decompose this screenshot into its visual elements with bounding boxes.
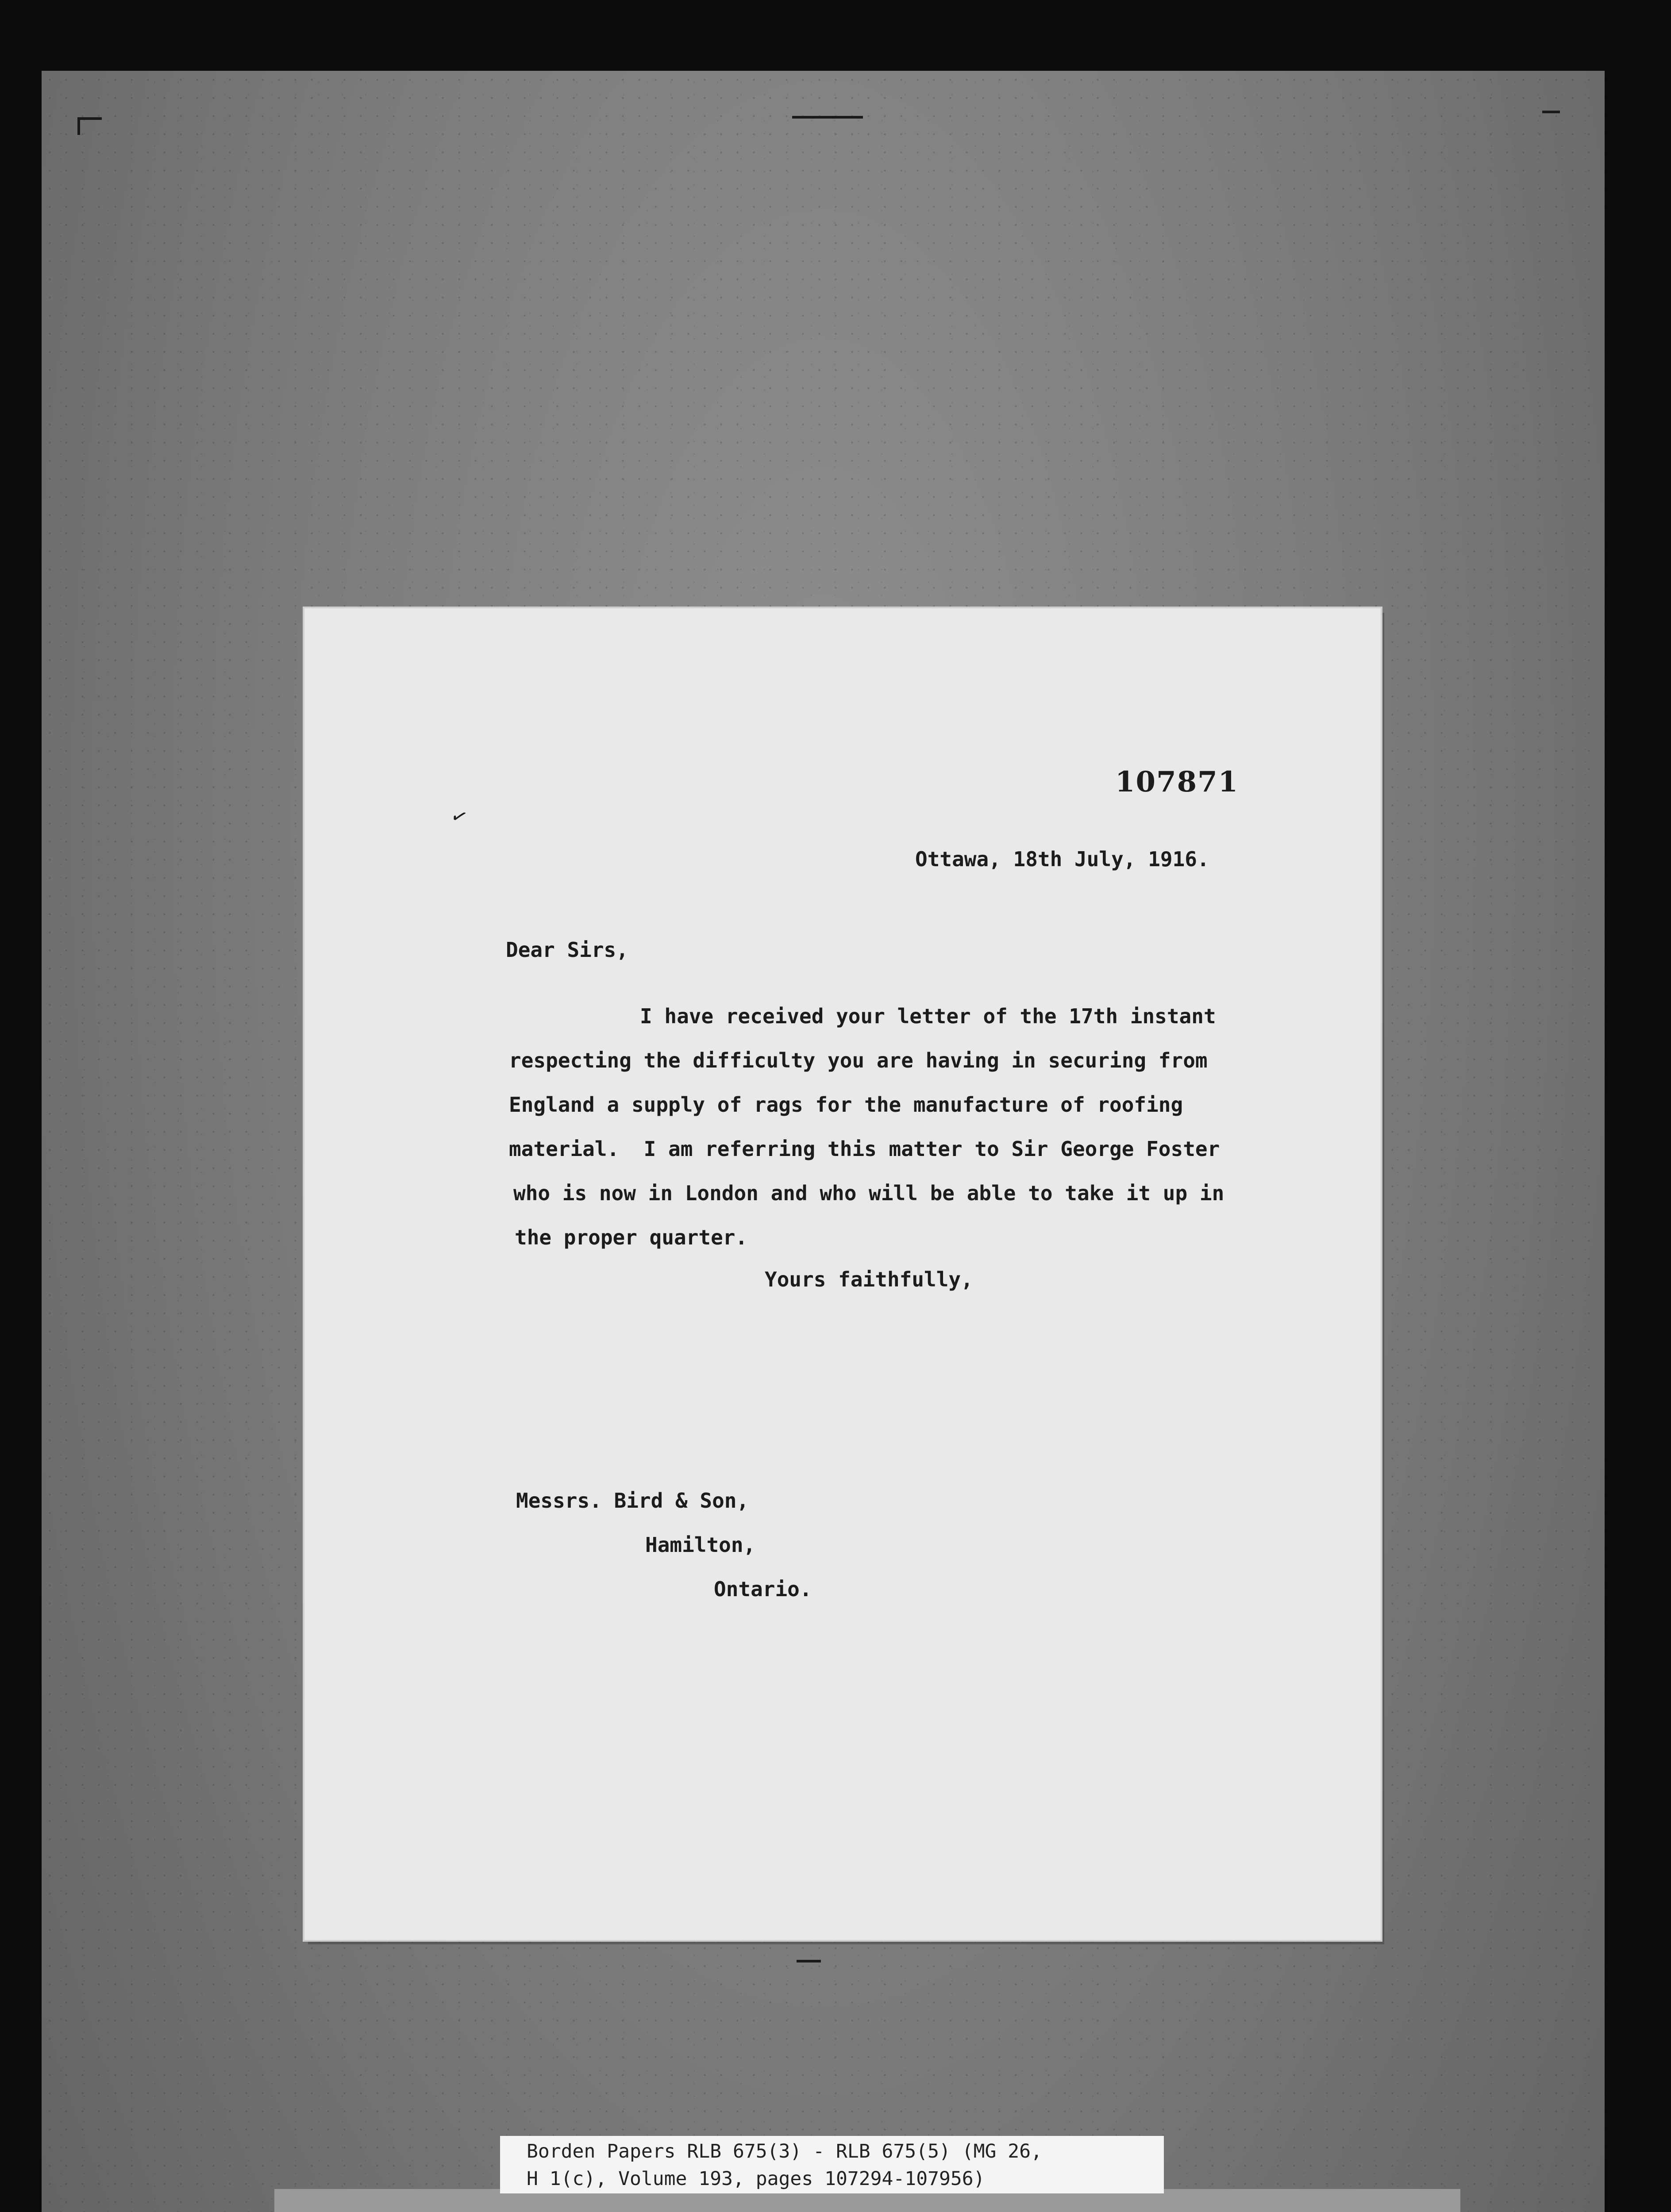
salutation: Dear Sirs, [506,938,628,962]
address-line: Messrs. Bird & Son, [516,1489,749,1513]
reference-line: H 1(c), Volume 193, pages 107294-107956) [527,2168,985,2190]
body-line: I have received your letter of the 17th instant [640,1004,1216,1028]
body-line: England a supply of rags for the manufacture of roofing [509,1093,1183,1117]
corner-mark-top-left [77,117,102,120]
address-line: Hamilton, [645,1533,756,1557]
document-number: 107871 [1115,765,1239,799]
date-line: Ottawa, 18th July, 1916. [915,847,1209,871]
margin-check-mark: ✓ [448,801,470,830]
body-line: the proper quarter. [515,1225,748,1249]
corner-mark-top-left-v [77,117,80,135]
address-line: Ontario. [714,1577,812,1601]
center-mark-mid [797,1960,821,1962]
reference-label [500,2136,1164,2193]
body-line: who is now in London and who will be able to take it up in [513,1181,1224,1205]
closing: Yours faithfully, [765,1267,973,1291]
body-line: material. I am referring this matter to Sir George Foster [509,1137,1220,1161]
reference-line: Borden Papers RLB 675(3) - RLB 675(5) (MG 26, [527,2140,1042,2162]
body-line: respecting the difficulty you are having in securing from [509,1048,1208,1072]
typed-letter [304,608,1381,1940]
center-mark-top [792,116,863,119]
corner-mark-top-right [1542,111,1560,113]
